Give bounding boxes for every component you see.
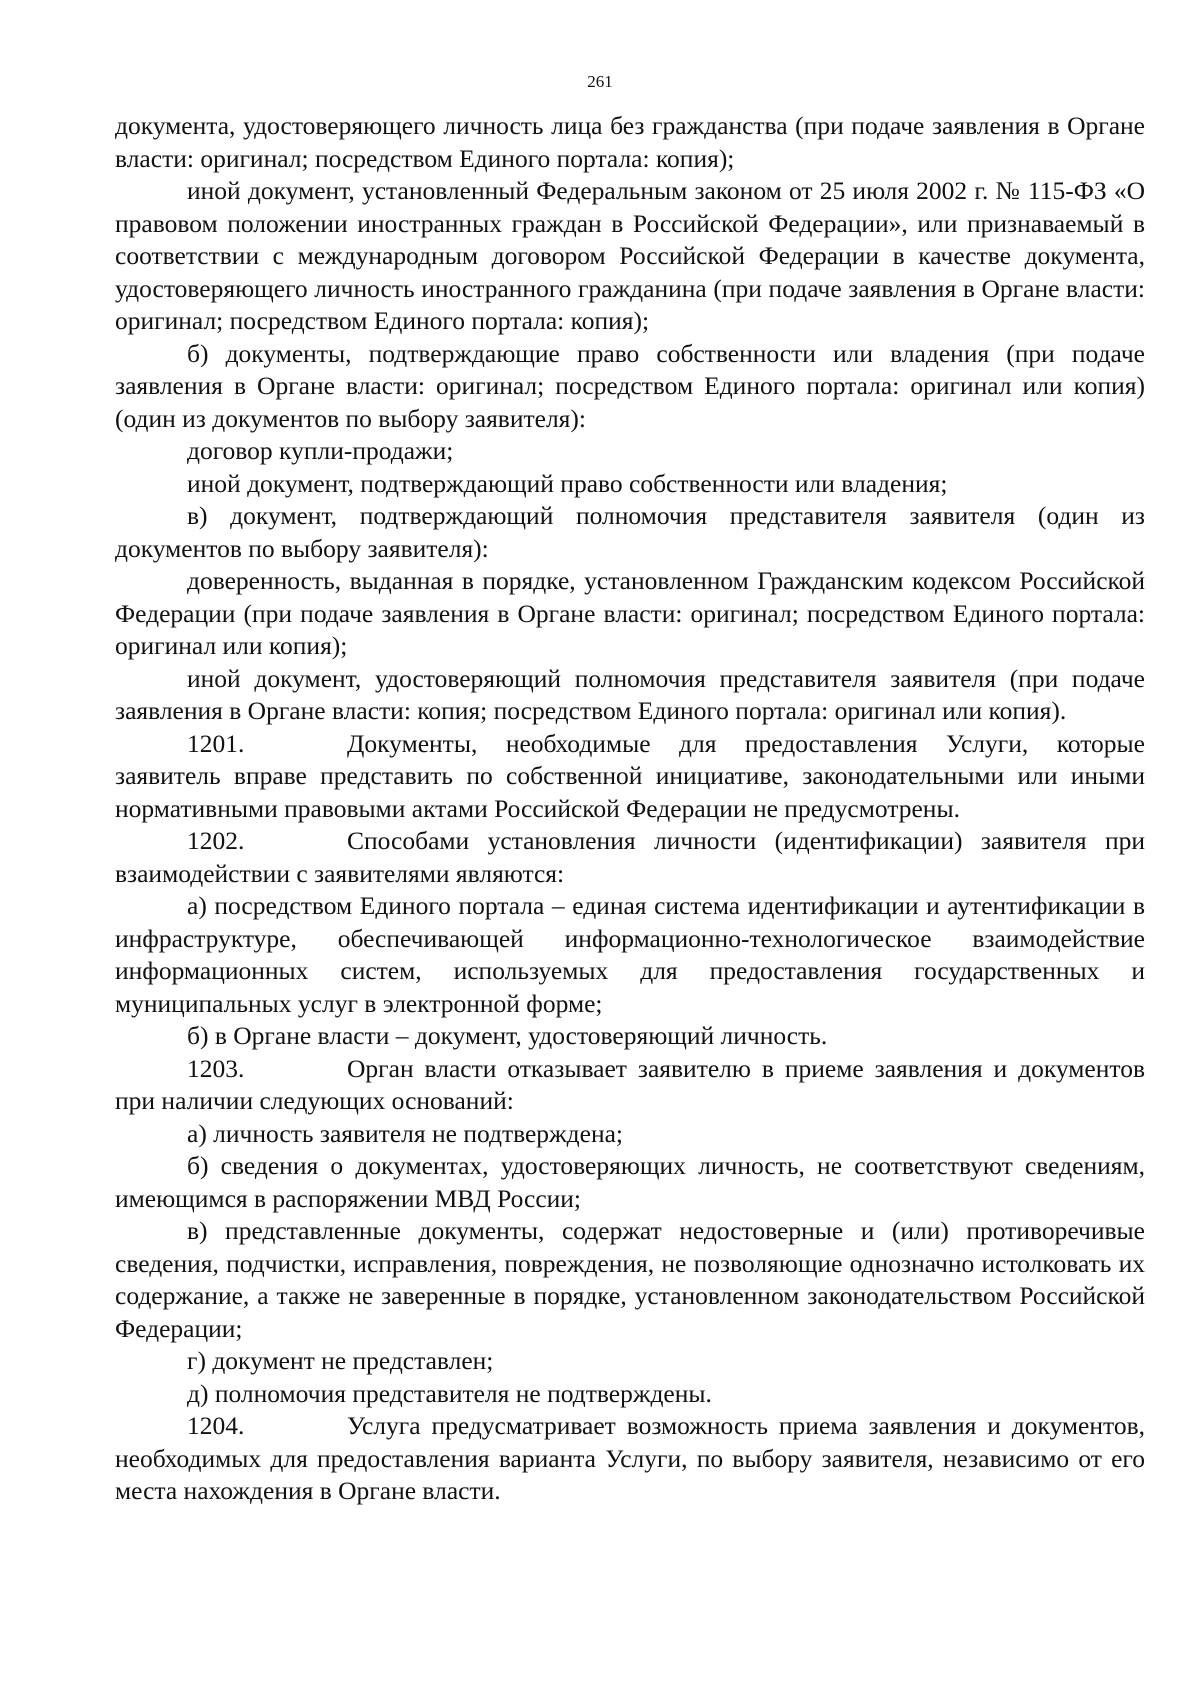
paragraph: иной документ, подтверждающий право собственности или владения; <box>187 468 948 498</box>
paragraph-text: Документы, необходимые для предоставления Услуги, которые заявитель вправе представить по собственной инициативе, законодательными или иными нормативными правовыми актами Российской Федерации не предусмотрены. <box>115 728 1145 823</box>
paragraph: в) представленные документы, содержат недостоверные и (или) противоречивые сведения, подчистки, исправления, повреждения, не позволяющие однозначно истолковать их содержание, а также не заверенные в порядке, установленном законодательством Российской Федерации; <box>115 1216 1145 1343</box>
paragraph: а) личность заявителя не подтверждена; <box>187 1118 624 1148</box>
paragraph: г) документ не представлен; <box>187 1346 494 1375</box>
paragraph-number: 1201. <box>187 728 245 758</box>
paragraph-number: 1204. <box>187 1411 245 1440</box>
paragraph-text: Услуга предусматривает возможность приема заявления и документов, необходимых для предоставления варианта Услуги, по выбору заявителя, независимо от его места нахождения в Органе власти. <box>115 1411 1145 1505</box>
paragraph: договор купли-продажи; <box>187 436 454 465</box>
numbered-paragraph-1201 <box>115 728 1145 826</box>
paragraph: доверенность, выданная в порядке, установленном Гражданским кодексом Российской Федерации (при подаче заявления в Органе власти: оригинал; посредством Единого портала: оригинал или копия); <box>115 566 1145 660</box>
paragraph: б) сведения о документах, удостоверяющих личность, не соответствуют сведениям, имеющимся в распоряжении МВД России; <box>115 1151 1145 1213</box>
paragraph: иной документ, установленный Федеральным законом от 25 июля 2002 г. № 115-ФЗ «О правовом положении иностранных граждан в Российской Федерации», или признаваемый в соответствии с международным договором Российской Федерации в качестве документа, удостоверяющего личность иностранного гражданина (при подаче заявления в Органе власти: оригинал; посредством Единого портала: копия); <box>115 176 1145 335</box>
paragraph: б) в Органе власти – документ, удостоверяющий личность. <box>187 1021 828 1050</box>
numbered-paragraph-1202 <box>115 825 1145 890</box>
numbered-paragraph-1203 <box>115 1053 1145 1118</box>
paragraph-text: Способами установления личности (идентификации) заявителя при взаимодействии с заявителями являются: <box>115 826 1145 888</box>
paragraph: б) документы, подтверждающие право собственности или владения (при подаче заявления в Органе власти: оригинал; посредством Единого портала: оригинал или копия) (один из документов по выбору заявителя): <box>115 338 1145 433</box>
page-number: 261 <box>587 72 613 91</box>
paragraph: иной документ, удостоверяющий полномочия представителя заявителя (при подаче заявления в Органе власти: копия; посредством Единого портала: оригинал или копия). <box>115 663 1145 725</box>
paragraph: а) посредством Единого портала – единая система идентификации и аутентификации в инфраструктуре, обеспечивающей информационно-технологическое взаимодействие информационных систем, используемых для предоставления государственных и муниципальных услуг в электронной форме; <box>115 891 1145 1018</box>
paragraph: д) полномочия представителя не подтверждены. <box>187 1378 712 1408</box>
paragraph-text: Орган власти отказывает заявителю в приеме заявления и документов при наличии следующих оснований: <box>115 1053 1145 1115</box>
paragraph: документа, удостоверяющего личность лица без гражданства (при подаче заявления в Органе власти: оригинал; посредством Единого портала: копия); <box>115 111 1145 173</box>
numbered-paragraph-1204 <box>115 1410 1145 1508</box>
paragraph: в) документ, подтверждающий полномочия представителя заявителя (один из документов по выбору заявителя): <box>115 501 1145 563</box>
paragraph-number: 1203. <box>187 1053 245 1083</box>
document-body <box>115 110 1145 1508</box>
paragraph-number: 1202. <box>187 826 245 855</box>
